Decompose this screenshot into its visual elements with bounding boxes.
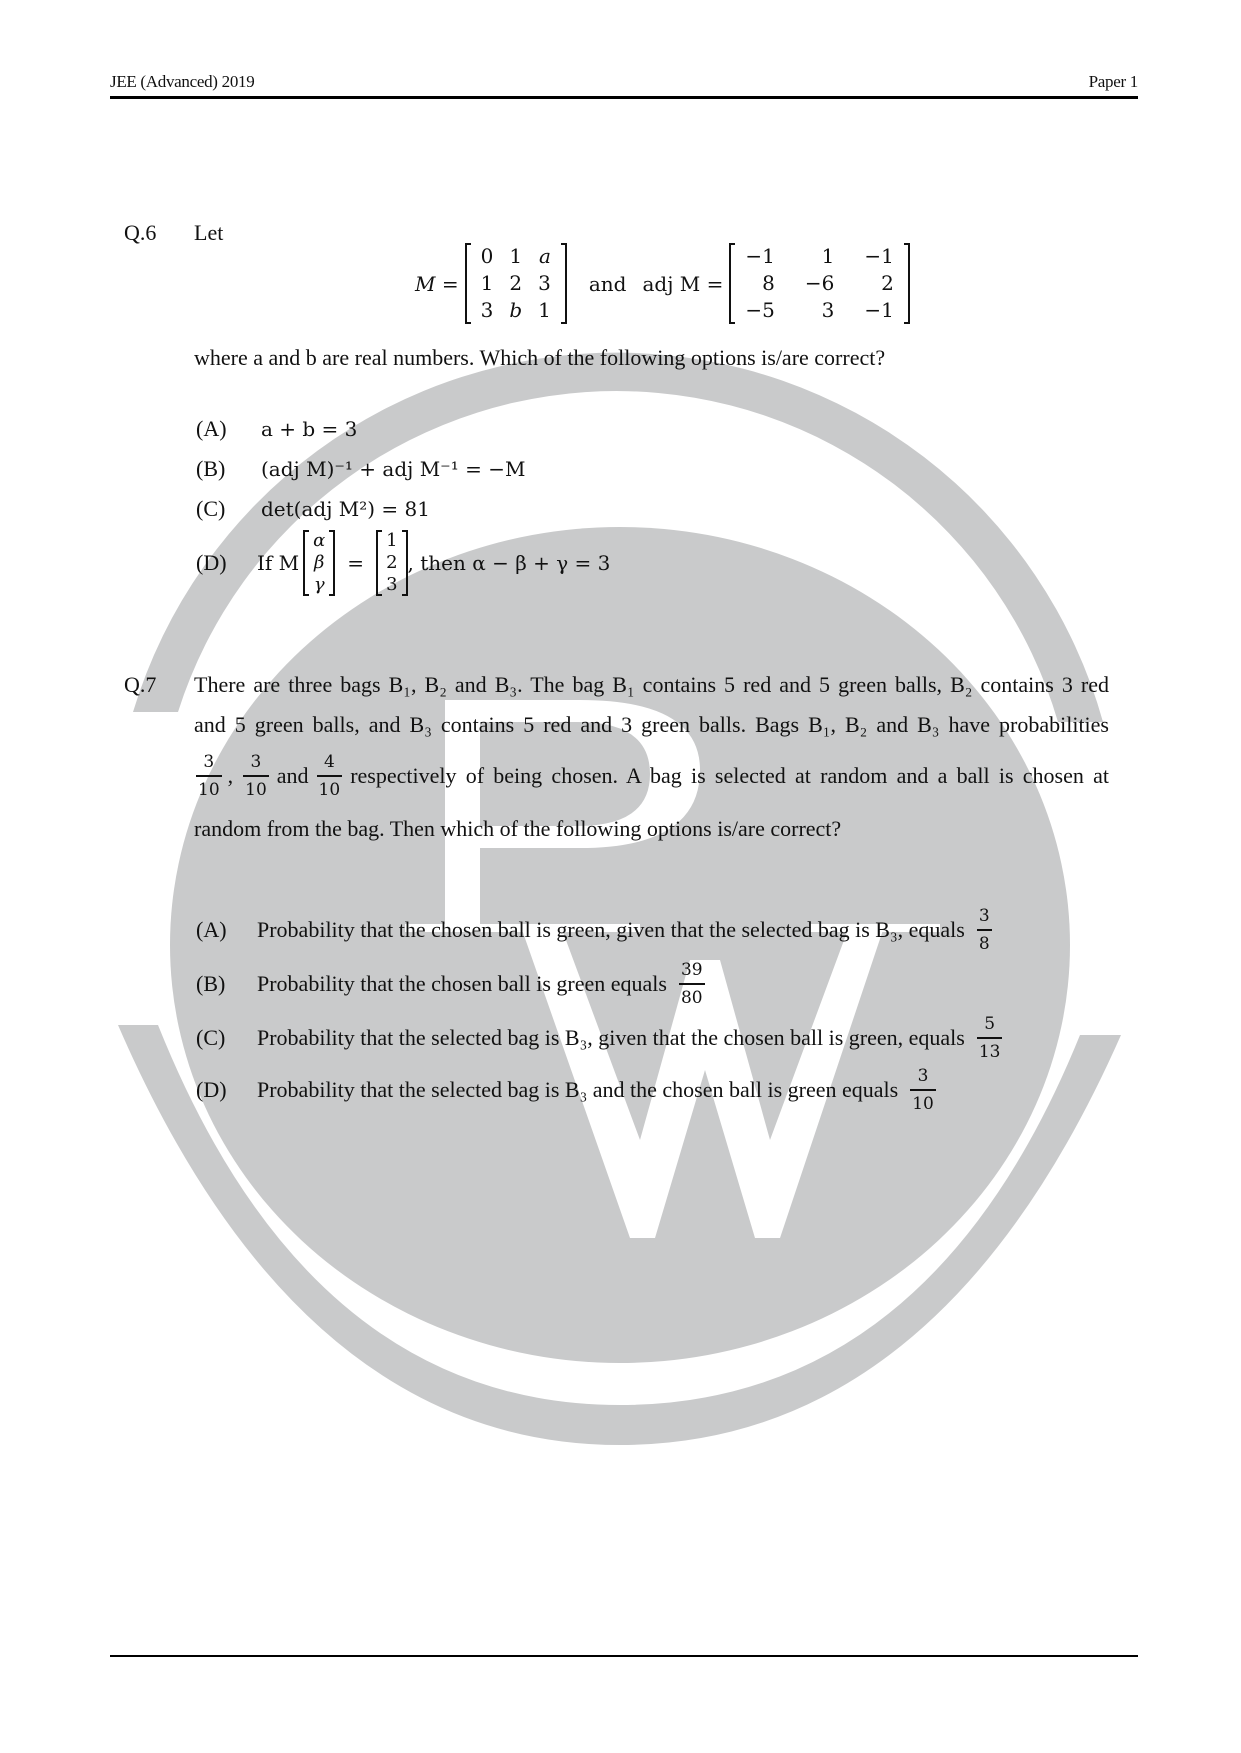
footer-divider (110, 1655, 1138, 1657)
question-intro: Let (194, 220, 224, 245)
conjunction-and: and (276, 763, 309, 788)
option-text: (adj M)⁻¹ + adj M⁻¹ = −M (261, 457, 526, 481)
option-label: (D) (196, 550, 227, 575)
option-label: (C) (196, 496, 226, 521)
option-label: (A) (196, 416, 227, 441)
fraction: $\frac{3}{8}$ (978, 906, 990, 954)
vector-lhs (303, 530, 335, 596)
matrix-cell: −1 (745, 244, 775, 268)
paper-number: Paper 1 (1088, 72, 1138, 91)
option-d[interactable] (196, 530, 610, 596)
option-label: (A) (196, 917, 227, 942)
matrix-equation (415, 243, 910, 324)
option-label: (C) (196, 1025, 226, 1050)
option-text: Probability that the selected bag is B₃, given that the chosen ball is green, equals (257, 1025, 965, 1050)
vector-cell: γ (313, 574, 325, 595)
conjunction-and: and (588, 271, 627, 296)
option-text: Probability that the selected bag is B₃ and the chosen ball is green equals (257, 1077, 899, 1102)
question-line-3-text: respectively of being chosen. A bag is selected at random and a ball is chosen at (350, 763, 1109, 788)
matrix-adj-m (729, 243, 909, 324)
question-line-2: and 5 green balls, and B₃ contains 5 red and 3 green balls. Bags B₁, B₂ and B₃ have probabilities (194, 712, 1109, 737)
page-header (110, 72, 1138, 98)
question-line-3 (194, 752, 1109, 800)
option-text: det(adj M²) = 81 (261, 497, 430, 521)
matrix-cell: 2 (881, 271, 894, 295)
matrix-adjm-label: adj M = (642, 271, 724, 296)
matrix-cell: −6 (804, 271, 835, 295)
fraction: $\frac{4}{10}$ (318, 752, 341, 800)
matrix-m-label: M = (415, 271, 459, 296)
matrix-cell: −5 (745, 298, 775, 322)
option-label: (D) (196, 1077, 227, 1102)
option-label: (B) (196, 971, 226, 996)
equals-sign: = (347, 551, 365, 575)
option-text: a + b = 3 (261, 417, 358, 441)
fraction: $\frac{3}{10}$ (198, 752, 220, 800)
header-divider (110, 96, 1138, 99)
matrix-cell: 1 (538, 298, 551, 322)
matrix-cell: 8 (762, 271, 775, 295)
matrix-cell: 2 (509, 271, 523, 295)
option-a[interactable] (196, 906, 994, 954)
matrix-cell: −1 (864, 298, 894, 322)
option-text: Probability that the chosen ball is green, given that the selected bag is B₃, equals (257, 917, 965, 942)
option-c[interactable] (196, 496, 430, 522)
option-b[interactable] (196, 960, 707, 1008)
matrix-m (465, 243, 567, 324)
option-text-prefix: If M (257, 551, 300, 575)
matrix-cell: 1 (480, 271, 494, 295)
question-stem: where a and b are real numbers. Which of the following options is/are correct? (194, 345, 886, 370)
vector-cell: 3 (386, 574, 398, 595)
option-label: (B) (196, 456, 226, 481)
vector-cell: β (314, 552, 325, 573)
matrix-cell: a (538, 244, 551, 268)
fraction: $\frac{3}{10}$ (912, 1066, 934, 1114)
option-b[interactable] (196, 456, 525, 482)
exam-title: JEE (Advanced) 2019 (110, 72, 255, 91)
matrix-cell: 1 (509, 244, 523, 268)
question-line-4: random from the bag. Then which of the following options is/are correct? (194, 816, 842, 841)
fraction: $\frac{5}{13}$ (978, 1014, 1001, 1062)
vector-cell: α (313, 530, 326, 551)
option-d[interactable] (196, 1066, 938, 1114)
matrix-cell: 0 (480, 244, 494, 268)
matrix-cell: 3 (821, 298, 835, 322)
question-number: Q.7 (124, 672, 157, 697)
matrix-cell: b (509, 298, 523, 322)
matrix-cell: 3 (480, 298, 494, 322)
separator: , (227, 763, 234, 788)
question-number: Q.6 (124, 220, 157, 245)
matrix-cell: 1 (821, 244, 835, 268)
matrix-cell: 3 (538, 271, 551, 295)
fraction: $\frac{3}{10}$ (245, 752, 267, 800)
vector-cell: 1 (386, 530, 398, 551)
option-text-suffix: , then α − β + γ = 3 (407, 551, 611, 575)
option-a[interactable] (196, 416, 357, 442)
option-c[interactable] (196, 1014, 1004, 1062)
vector-cell: 2 (386, 552, 398, 573)
option-text: Probability that the chosen ball is green equals (257, 971, 667, 996)
matrix-cell: −1 (864, 244, 894, 268)
fraction: $\frac{39}{80}$ (680, 960, 703, 1008)
vector-rhs (376, 530, 407, 596)
question-line-1: There are three bags B₁, B₂ and B₃. The bag B₁ contains 5 red and 5 green balls, B₂ contains 3 red (194, 672, 1109, 697)
